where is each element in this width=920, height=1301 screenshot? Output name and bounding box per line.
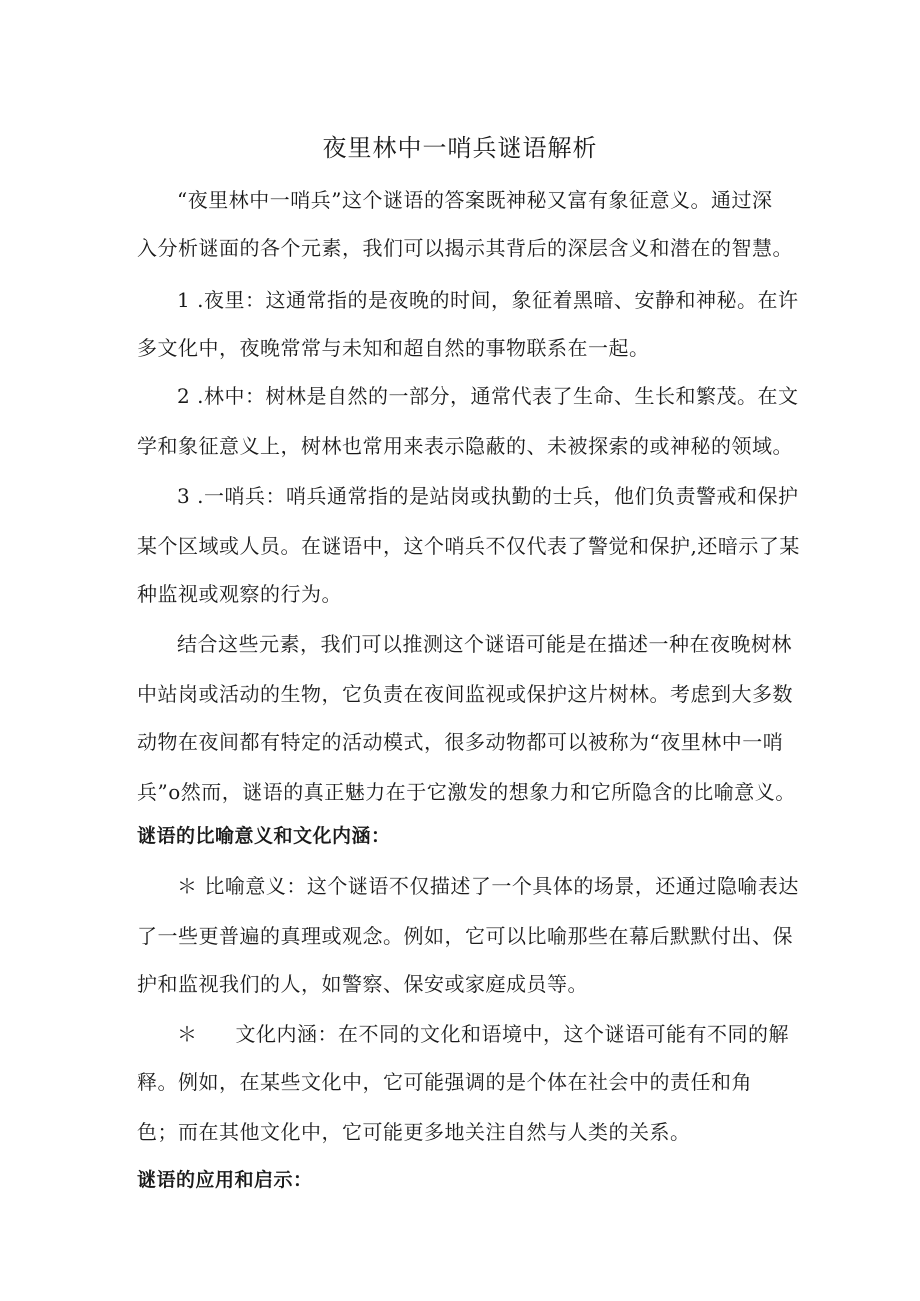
culture-line: 文化内涵：在不同的文化和语境中，这个谜语可能有不同的解 [235, 1022, 789, 1046]
combine-line: 中站岗或活动的生物，它负责在夜间监视或保护这片树林。考虑到大多数 [137, 682, 793, 706]
item-3-line: 种监视或观察的行为。 [137, 582, 342, 606]
combine-line: 兵”o然而，谜语的真正魅力在于它激发的想象力和它所隐含的比喻意义。 [137, 780, 796, 804]
page-title: 夜里林中一哨兵谜语解析 [322, 134, 598, 162]
bullet-mark: ＊ [177, 1022, 198, 1046]
item-3-line: 3 .一哨兵：哨兵通常指的是站岗或执勤的士兵，他们负责警戒和保护 [177, 484, 799, 508]
item-3-line: 某个区域或人员。在谜语中，这个哨兵不仅代表了警觉和保护,还暗示了某 [137, 534, 800, 558]
section-heading-application: 谜语的应用和启示： [137, 1169, 313, 1191]
item-2-line: 2 .林中：树林是自然的一部分，通常代表了生命、生长和繁茂。在文 [177, 384, 799, 408]
metaphor-line: ＊ 比喻意义：这个谜语不仅描述了一个具体的场景，还通过隐喻表达 [177, 874, 799, 898]
culture-line: 释。例如，在某些文化中，它可能强调的是个体在社会中的责任和角 [137, 1070, 752, 1094]
intro-line: “夜里林中一哨兵”这个谜语的答案既神秘又富有象征意义。通过深 [177, 188, 773, 212]
metaphor-line: 护和监视我们的人，如警察、保安或家庭成员等。 [137, 972, 588, 996]
culture-first-line [177, 1020, 789, 1048]
item-1-line: 1 .夜里：这通常指的是夜晚的时间，象征着黑暗、安静和神秘。在许 [177, 288, 799, 312]
item-2-line: 学和象征意义上，树林也常用来表示隐蔽的、未被探索的或神秘的领域。 [137, 434, 793, 458]
item-1-line: 多文化中，夜晚常常与未知和超自然的事物联系在一起。 [137, 336, 650, 360]
combine-line: 动物在夜间都有特定的活动模式，很多动物都可以被称为“夜里林中一哨 [137, 730, 784, 754]
combine-line: 结合这些元素，我们可以推测这个谜语可能是在描述一种在夜晚树林 [177, 632, 792, 656]
intro-line: 入分析谜面的各个元素，我们可以揭示其背后的深层含义和潜在的智慧。 [137, 236, 793, 260]
metaphor-line: 了一些更普遍的真理或观念。例如，它可以比喻那些在幕后默默付出、保 [137, 924, 793, 948]
section-heading-metaphor: 谜语的比喻意义和文化内涵： [137, 825, 391, 847]
culture-line: 色；而在其他文化中，它可能更多地关注自然与人类的关系。 [137, 1120, 691, 1144]
